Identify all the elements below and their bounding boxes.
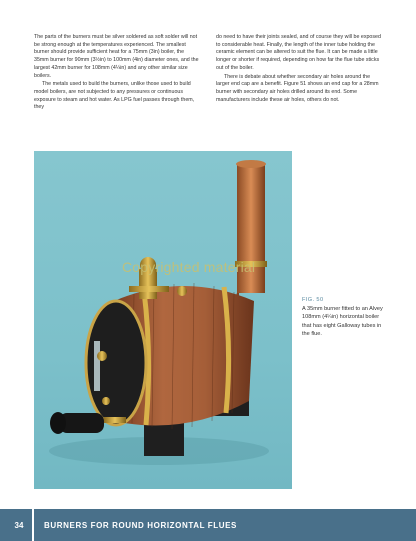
chapter-title: BURNERS FOR ROUND HORIZONTAL FLUES: [44, 520, 237, 530]
footer-divider: [32, 509, 34, 541]
steam-fitting: [129, 286, 169, 292]
figure-label: FIG. 50: [302, 297, 324, 303]
text-column-right: [216, 34, 382, 113]
gauge-glass: [94, 341, 100, 391]
boiler-photo: [34, 151, 292, 489]
paragraph: There is debate about whether secondary air holes around the larger end cap are a benefit. Figure 51 shows an end cap for a 28mm burner with secondary air holes drilled around its end. Some manufacturers include these air holes, others do not.: [216, 73, 379, 103]
boiler-illustration: [34, 151, 292, 489]
front-fitting: [97, 351, 107, 361]
body-text: [34, 34, 382, 113]
paragraph: do need to have their joints sealed, and of course they will be exposed to considerable heat. Finally, the length of the inner tube holding the ceramic element can be altered to suit the flue. It can be made a little longer or shorter if required, depending on how far the flue tube sticks out of the boiler.: [216, 34, 381, 71]
paragraph: The metals used to build the burners, unlike those used to build model boilers, are not subjected to any pressures or continuous exposure to steam and hot water. As LPG fuel passes through them, they: [34, 81, 195, 111]
text-column-left: [34, 34, 200, 113]
caption-text: A 35mm burner fitted to an Alvey 108mm (4¼in) horizontal boiler that has eight Galloway tubes in the flue.: [302, 306, 383, 337]
drain-cock: [102, 397, 110, 405]
page-footer: [0, 509, 416, 541]
paragraph: The parts of the burners must be silver soldered as soft solder will not be strong enough at the temperatures experienced. The smallest burner should provide sufficient heat for a 75mm (3in) boiler, the 35mm burner for 90mm (3½in) to 100mm (4in) diameter ones, and the largest 42mm burner for 108mm (4¼in) and any other similar size boilers.: [34, 34, 199, 79]
figure-caption: [302, 297, 388, 338]
chimney-top: [236, 160, 266, 168]
page-number: 34: [14, 520, 24, 530]
burner-cap: [50, 412, 66, 434]
watermark: Copyrighted material: [122, 259, 256, 275]
burner-jet: [104, 417, 126, 423]
whistle: [177, 286, 187, 296]
